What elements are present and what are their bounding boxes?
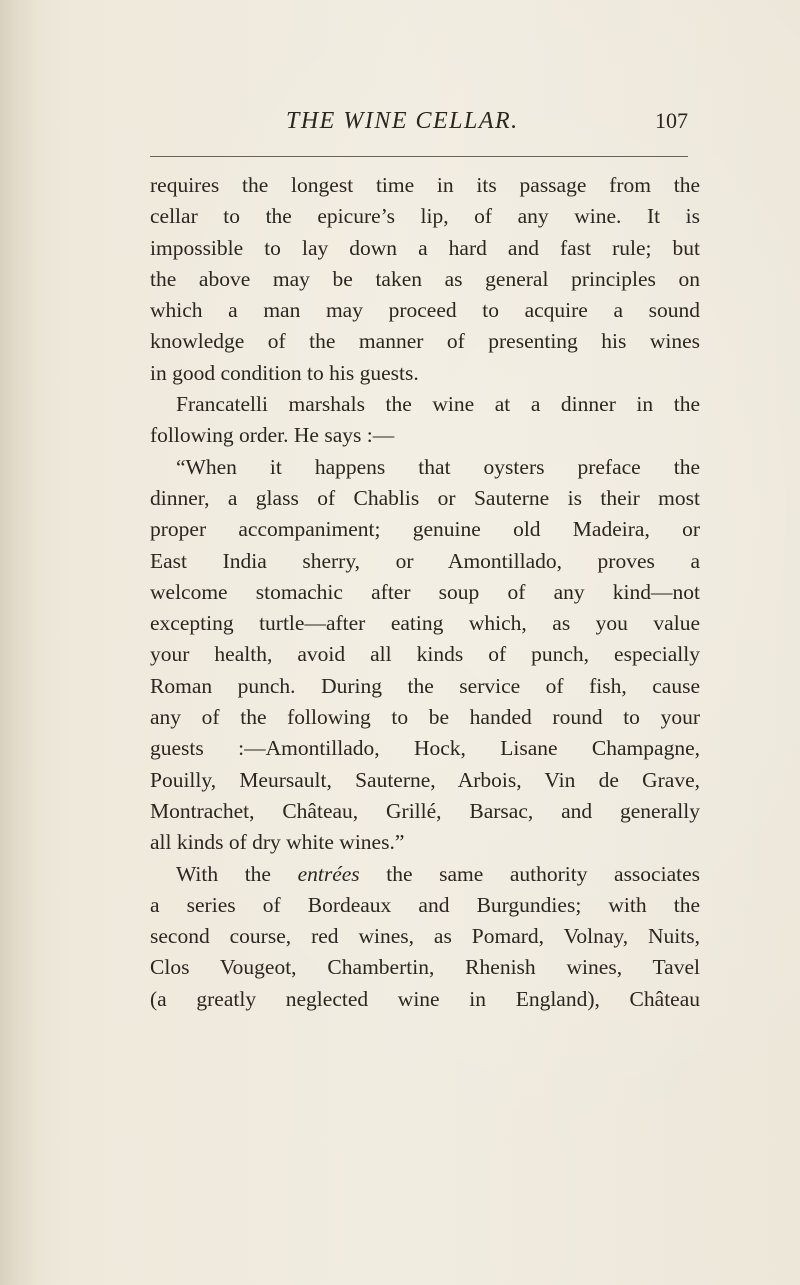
text-line: (a greatly neglected wine in England), Château bbox=[150, 986, 700, 1011]
text-line: knowledge of the manner of presenting his wines bbox=[150, 329, 700, 354]
text-line: Francatelli marshals the wine at a dinner in the bbox=[176, 392, 700, 417]
text-line: East India sherry, or Amontillado, proves a bbox=[150, 548, 700, 573]
running-title: THE WINE CELLAR. bbox=[286, 108, 519, 134]
page-gutter-shadow bbox=[0, 0, 38, 1285]
text-line: in good condition to his guests. bbox=[150, 360, 419, 385]
text-fragment: With the bbox=[176, 861, 271, 886]
text-fragment: the same authority associates bbox=[386, 861, 700, 886]
text-line: cellar to the epicure’s lip, of any wine. It is bbox=[150, 204, 700, 229]
text-line-entrees bbox=[150, 859, 700, 890]
body-text bbox=[150, 170, 700, 1015]
text-line: a series of Bordeaux and Burgundies; with the bbox=[150, 892, 700, 917]
text-line: requires the longest time in its passage from the bbox=[150, 173, 700, 197]
header-rule bbox=[150, 156, 688, 157]
text-line: proper accompaniment; genuine old Madeira, or bbox=[150, 517, 700, 542]
text-line: excepting turtle—after eating which, as you value bbox=[150, 611, 700, 636]
text-line: Roman punch. During the service of fish, cause bbox=[150, 673, 700, 698]
text-line: any of the following to be handed round to your bbox=[150, 705, 700, 730]
text-line: all kinds of dry white wines.” bbox=[150, 830, 405, 855]
text-line: welcome stomachic after soup of any kind—not bbox=[150, 579, 700, 604]
text-line: “When it happens that oysters preface the bbox=[176, 454, 700, 479]
text-line: impossible to lay down a hard and fast rule; but bbox=[150, 235, 700, 260]
page-number: 107 bbox=[655, 108, 688, 133]
text-line: which a man may proceed to acquire a sound bbox=[150, 298, 700, 323]
text-line: Pouilly, Meursault, Sauterne, Arbois, Vin de Grave, bbox=[150, 767, 700, 792]
text-line: dinner, a glass of Chablis or Sauterne is their most bbox=[150, 485, 700, 510]
italic-term-entrees: entrées bbox=[297, 861, 360, 886]
text-line: guests :—Amontillado, Hock, Lisane Champagne, bbox=[150, 736, 700, 761]
text-line: second course, red wines, as Pomard, Volnay, Nuits, bbox=[150, 924, 700, 949]
text-line: Montrachet, Château, Grillé, Barsac, and generally bbox=[150, 798, 700, 823]
text-line: the above may be taken as general principles on bbox=[150, 266, 700, 291]
text-line: your health, avoid all kinds of punch, especially bbox=[150, 642, 700, 667]
page-header bbox=[148, 101, 708, 141]
text-line: following order. He says :— bbox=[150, 423, 395, 448]
text-line: Clos Vougeot, Chambertin, Rhenish wines, Tavel bbox=[150, 955, 700, 980]
